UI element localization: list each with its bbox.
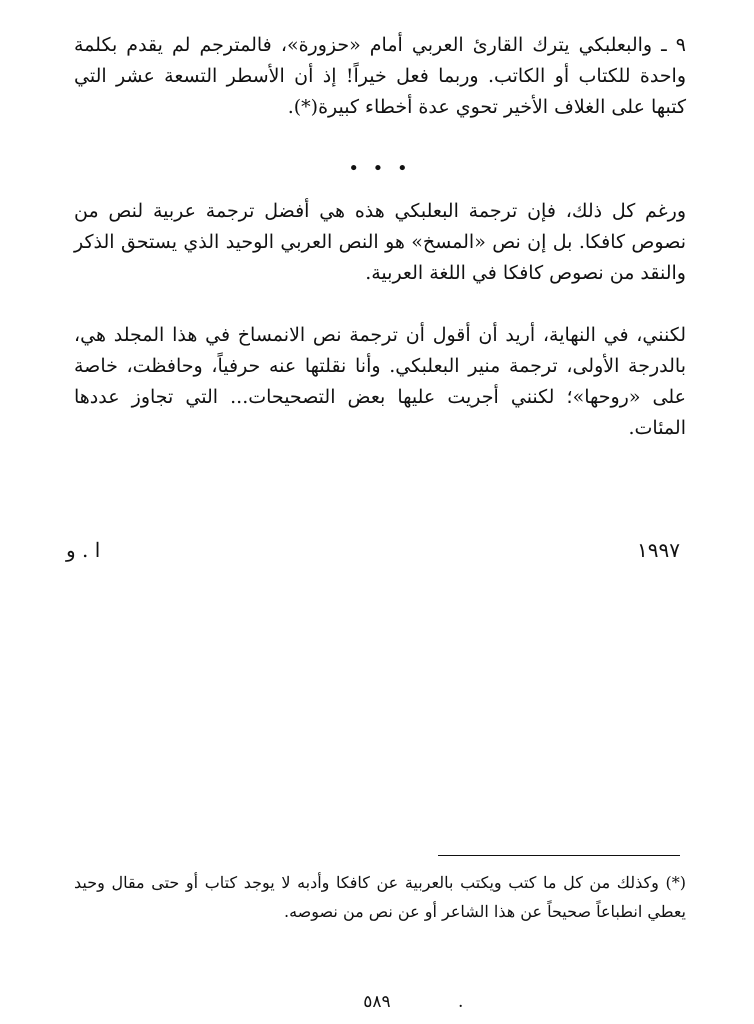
paragraph-final: لكنني، في النهاية، أريد أن أقول أن ترجمة نص الانمساخ في هذا المجلد هي، بالدرجة الأولى، ترجمة منير البعلبكي. وأنا نقلتها عنه حرفياً، وحافظت، خاصة على «روحها»؛ لكنني أجريت عليها بعض التصحيحات... التي تجاوز عددها المئات.	[74, 324, 686, 439]
signature-year: ١٩٩٧	[637, 538, 680, 562]
signature-initials: ا . و	[66, 538, 101, 562]
footer-mark: .	[458, 992, 464, 1012]
footnote-divider	[438, 855, 680, 856]
paragraph-conclusion: ورغم كل ذلك، فإن ترجمة البعلبكي هذه هي أفضل ترجمة عربية لنص من نصوص كافكا. بل إن نص «المسخ» هو النص العربي الوحيد الذي يستحق الذكر والنقد من نصوص كافكا في اللغة العربية.	[74, 200, 686, 284]
signature-row	[66, 535, 680, 565]
section-separator: • • •	[348, 158, 412, 179]
footnote: (*) وكذلك من كل ما كتب ويكتب بالعربية عن كافكا وأدبه لا يوجد كتاب أو حتى مقال وحيد يعطي انطباعاً صحيحاً عن هذا الشاعر أو عن نص من نصوصه.	[74, 873, 686, 921]
page-number: ٥٨٩	[363, 992, 391, 1012]
paragraph-note-9: ٩ ـ والبعلبكي يترك القارئ العربي أمام «حزورة»، فالمترجم لم يقدم بكلمة واحدة للكتاب أو الكاتب. وربما فعل خيراً! إذ أن الأسطر التسعة عشر التي كتبها على الغلاف الأخير تحوي عدة أخطاء كبيرة(*).	[74, 34, 686, 118]
